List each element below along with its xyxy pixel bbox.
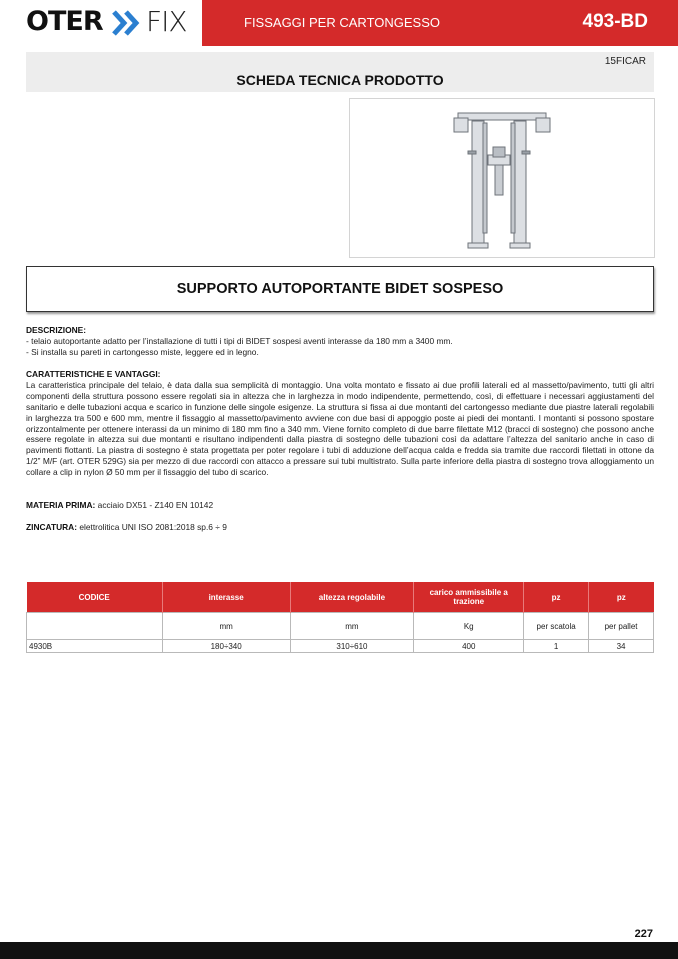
table-cell: 400 xyxy=(414,640,524,653)
brand-logo xyxy=(0,0,202,46)
table-header-cell: pz xyxy=(524,582,589,613)
table-unit-cell xyxy=(27,613,163,640)
table-header-cell: carico ammissibile a trazione xyxy=(414,582,524,613)
table-unit-cell: per pallet xyxy=(589,613,654,640)
page-number: 227 xyxy=(634,928,653,940)
spec-table xyxy=(26,582,654,653)
header-bar xyxy=(202,0,678,46)
table-units-row xyxy=(27,613,654,640)
description-section xyxy=(26,325,654,358)
material-value: acciaio DX51 - Z140 EN 10142 xyxy=(97,500,214,510)
zinc-value: elettrolitica UNI ISO 2081:2018 sp.6 ÷ 9 xyxy=(79,522,227,532)
features-heading: CARATTERISTICHE E VANTAGGI: xyxy=(26,369,161,379)
table-unit-cell: per scatola xyxy=(524,613,589,640)
sheet-band xyxy=(26,52,654,92)
logo-text-oter: OTER xyxy=(26,6,103,37)
table-cell: 34 xyxy=(589,640,654,653)
table-unit-cell: Kg xyxy=(414,613,524,640)
table-header-cell: interasse xyxy=(162,582,290,613)
footer-bar xyxy=(0,942,678,959)
features-text: La caratteristica principale del telaio, è data dalla sua semplicità di montaggio. Una volta montato e fissato ai due profili laterali ed al massetto/pavimento, tutti gli altri componenti della struttura possono essere regolati sia in altezza che in larghezza in modo indipendente, permettendo, così, di effettuare i necessari aggiustamenti del sanitario e delle tubazioni acqua e scarico in funzione delle singole esigenze. La struttura si fissa ai due montanti del cartongesso mediante due piastre laterali regolabili in larghezza tra 500 e 600 mm, mentre il fissaggio al massetto/pavimento avviene con due basi di appoggio poste ai piedi dei montanti. I montanti si possono spostare orizzontalmente per ottenere interassi da un minimo di 180 mm fino a 340 mm. Viene fornito completo di due barre filettate M12 (bracci di sostegno) che possono anche essere regolate in altezza sui due montanti e risultano indipendenti dalla piastra di sostegno delle tubazioni così da adattare l’altezza del sanitario anche in caso di pavimenti flottanti. La piastra di sostegno è stata progettata per poter regolare i tubi di adduzione dell’acqua calda e fredda sia tramite due raccordi filettati in ottone da 1/2” M/F (art. OTER 529G) sia per mezzo di due raccordi con attacco a pressare sui tubi multistrato. Sulla parte inferiore della piastra di sostegno trova alloggiamento un collare a clip in nylon Ø 50 mm per il fissaggio del tubo di scarico. xyxy=(26,379,654,478)
table-header-cell: altezza regolabile xyxy=(290,582,414,613)
table-cell: 310÷610 xyxy=(290,640,414,653)
table-cell: 180÷340 xyxy=(162,640,290,653)
table-cell-code: 4930B xyxy=(27,640,163,653)
zinc-label: ZINCATURA: xyxy=(26,522,78,532)
table-header-cell: CODICE xyxy=(27,582,163,613)
product-title-box xyxy=(26,266,654,312)
material-line xyxy=(26,500,654,511)
features-section xyxy=(26,369,654,478)
table-unit-cell: mm xyxy=(290,613,414,640)
category-title: FISSAGGI PER CARTONGESSO xyxy=(244,15,441,30)
table-header-row xyxy=(27,582,654,613)
product-title: SUPPORTO AUTOPORTANTE BIDET SOSPESO xyxy=(176,281,504,297)
catalog-ref: 15FICAR xyxy=(604,56,646,67)
table-header-cell: pz xyxy=(589,582,654,613)
product-code: 493-BD xyxy=(582,11,648,32)
description-heading: DESCRIZIONE: xyxy=(26,325,87,335)
table-unit-cell: mm xyxy=(162,613,290,640)
chevron-right-icon xyxy=(111,9,147,37)
description-line: - telaio autoportante adatto per l’installazione di tutti i tipi di BIDET sospesi aventi interasse da 180 mm a 3400 mm. xyxy=(26,335,453,346)
material-label: MATERIA PRIMA: xyxy=(26,500,96,510)
description-line: - Si installa su pareti in cartongesso miste, leggere ed in legno. xyxy=(26,346,259,357)
page-header xyxy=(0,0,678,46)
logo-text-fix: FIX xyxy=(146,5,187,38)
product-image xyxy=(349,98,655,258)
bidet-frame-illustration xyxy=(350,99,654,257)
sheet-title: SCHEDA TECNICA PRODOTTO xyxy=(236,72,444,88)
zinc-line xyxy=(26,522,654,533)
table-cell: 1 xyxy=(524,640,589,653)
table-row xyxy=(27,640,654,653)
